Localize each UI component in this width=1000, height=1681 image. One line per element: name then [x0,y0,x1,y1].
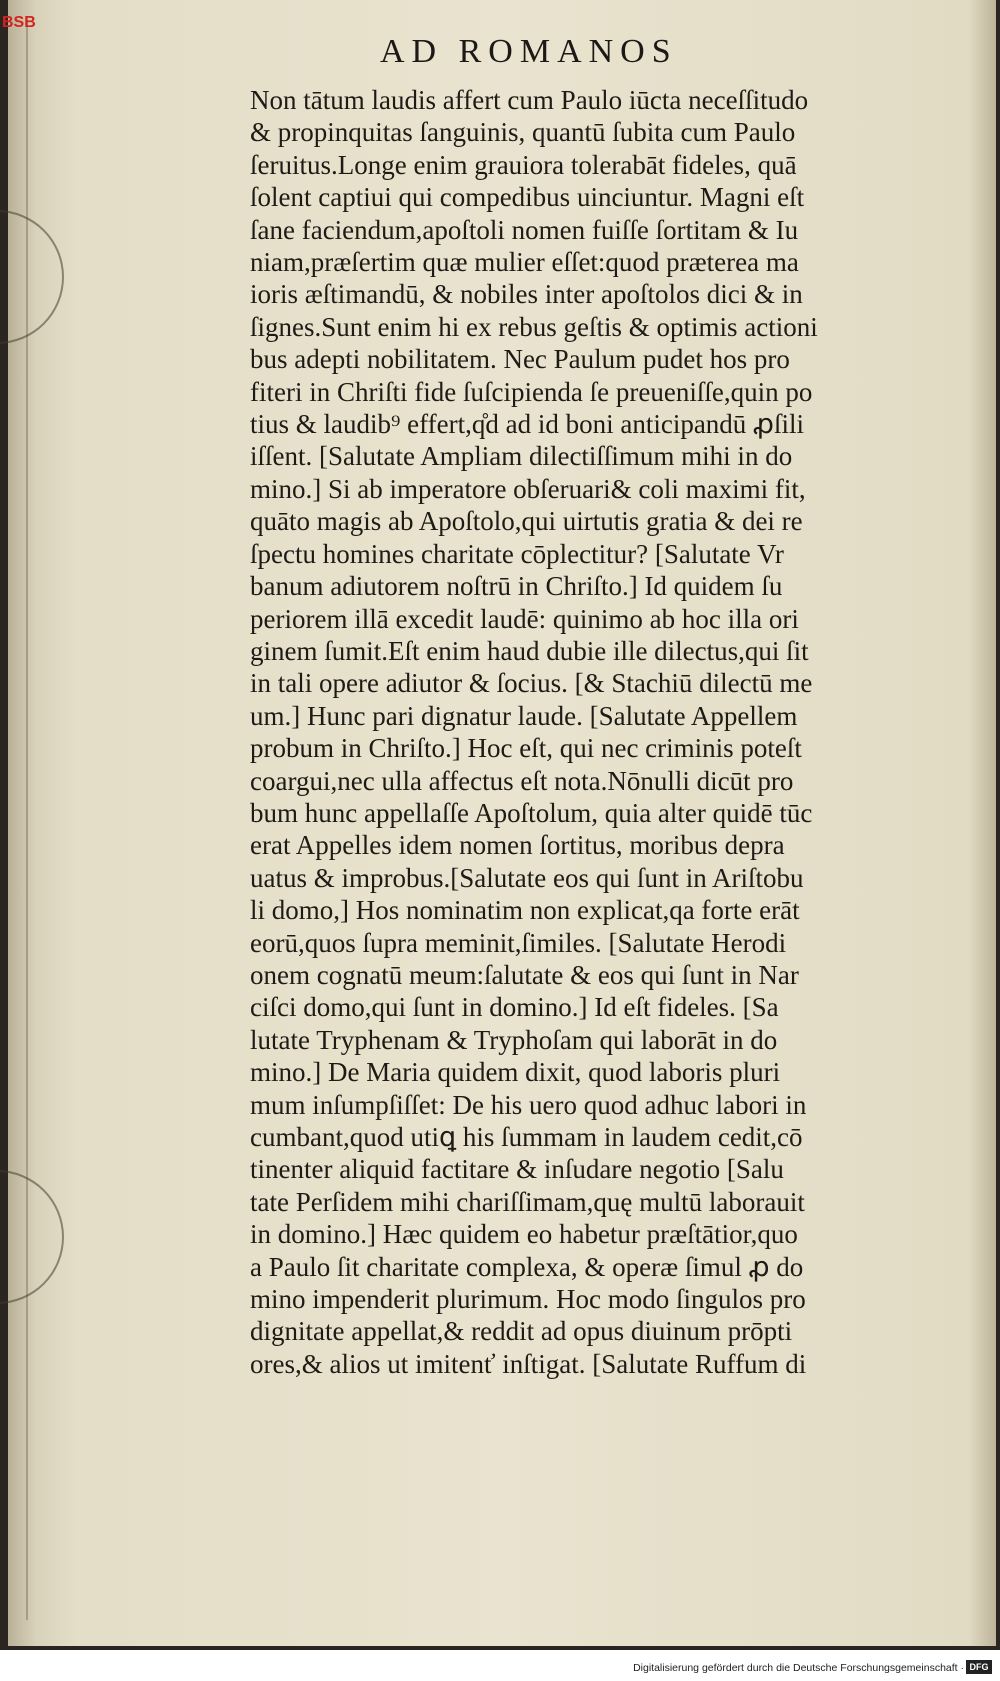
text-line: ſeruitus.Longe enim grauiora tolerabāt fideles, quā [250,149,797,180]
text-line: coargui,nec ulla affectus eſt nota.Nōnulli dicūt pro [250,765,794,796]
text-line: ioris æſtimandū, & nobiles inter apoſtolos dici & in [250,279,803,310]
text-line: ſignes.Sunt enim hi ex rebus geſtis & optimis actioni [250,311,818,342]
text-line: onem cognatū meum:ſalutate & eos qui ſunt in Nar [250,959,799,990]
text-line: fiteri in Chriſti fide ſuſcipienda ſe preueniſſe,quin po [250,376,813,407]
text-line: periorem illā excedit laudē: quinimo ab hoc illa ori [250,603,799,634]
text-line: erat Appelles idem nomen ſortitus, moribus depra [250,830,785,861]
binding-clip-shadow [0,1170,64,1304]
text-line: bus adepti nobilitatem. Nec Paulum pudet hos pro [250,344,790,375]
text-line: in tali opere adiutor & ſocius. [& Stachiū dilectū me [250,668,813,699]
text-line: mino.] De Maria quidem dixit, quod laboris pluri [250,1057,781,1088]
text-line: Non tātum laudis affert cum Paulo iūcta neceſſitudo [250,85,809,115]
text-line: uatus & improbus.[Salutate eos qui ſunt in Ariſtobu [250,862,804,893]
text-line: banum adiutorem noſtrū in Chriſto.] Id quidem ſu [250,571,783,602]
text-line: lutate Tryphenam & Tryphoſam qui laborāt in do [250,1024,778,1055]
text-line: um.] Hunc pari dignatur laude. [Salutate Appellem [250,700,798,731]
text-line: ſolent captiui qui compedibus uinciuntur. Magni eſt [250,182,805,213]
text-line: probum in Chriſto.] Hoc eſt, qui nec criminis poteſt [250,733,802,764]
binding-clip-shadow [0,210,64,344]
dfg-logo: DFG [966,1660,992,1674]
text-line: dignitate appellat,& reddit ad opus diuinum prōpti [250,1316,793,1347]
text-line: ginem ſumit.Eſt enim haud dubie ille dilectus,qui ſit [250,635,809,666]
text-line: bum hunc appellaſſe Apoſtolum, quia alter quidē tūc [250,797,813,828]
text-line: & propinquitas ſanguinis, quantū ſubita cum Paulo [250,117,796,148]
text-line: mino.] Si ab imperatore obſeruari& coli maximi fit, [250,473,806,504]
text-line: mino impenderit plurimum. Hoc modo ſingulos pro [250,1284,806,1315]
text-line: ſane faciendum,apoſtoli nomen fuiſſe ſortitam & Iu [250,214,799,245]
text-line: cumbant,quod utiꝗ his ſummam in laudem cedit,cō [250,1122,803,1152]
text-line: in domino.] Hæc quidem eo habetur præſtātior,quo [250,1219,798,1250]
text-line: ſpectu homines charitate cōplectitur? [Salutate Vr [250,538,784,569]
funding-credit: Digitalisierung gefördert durch die Deutsche Forschungsgemeinschaft · [633,1662,964,1674]
text-line: iſſent. [Salutate Ampliam dilectiſſimum mihi in do [250,441,793,472]
library-stamp: BSB [2,14,36,31]
text-line: li domo,] Hos nominatim non explicat,qa forte erāt [250,895,800,926]
page-body-text [250,84,962,1380]
text-line: ciſci domo,qui ſunt in domino.] Id eſt fideles. [Sa [250,992,779,1023]
text-line: a Paulo ſit charitate complexa, & operæ ſimul ꝓ do [250,1251,804,1282]
text-line: quāto magis ab Apoſtolo,qui uirtutis gratia & dei re [250,506,803,537]
text-line: ores,& alios ut imitenť inſtigat. [Salutate Ruffum di [250,1348,807,1379]
text-line: niam,præſertim quæ mulier eſſet:quod præterea ma [250,247,799,278]
text-line: tate Perſidem mihi chariſſimam,quę multū laborauit [250,1186,805,1217]
text-line: tius & laudib⁹ effert,q̊d ad id boni anticipandū ꝓſili [250,409,804,440]
running-header: AD ROMANOS [380,33,678,70]
text-line: mum inſumpſiſſet: De his uero quod adhuc labori in [250,1089,807,1120]
text-line: eorū,quos ſupra meminit,ſimiles. [Salutate Herodi [250,927,787,958]
text-line: tinenter aliquid factitare & inſudare negotio [Salu [250,1154,784,1185]
